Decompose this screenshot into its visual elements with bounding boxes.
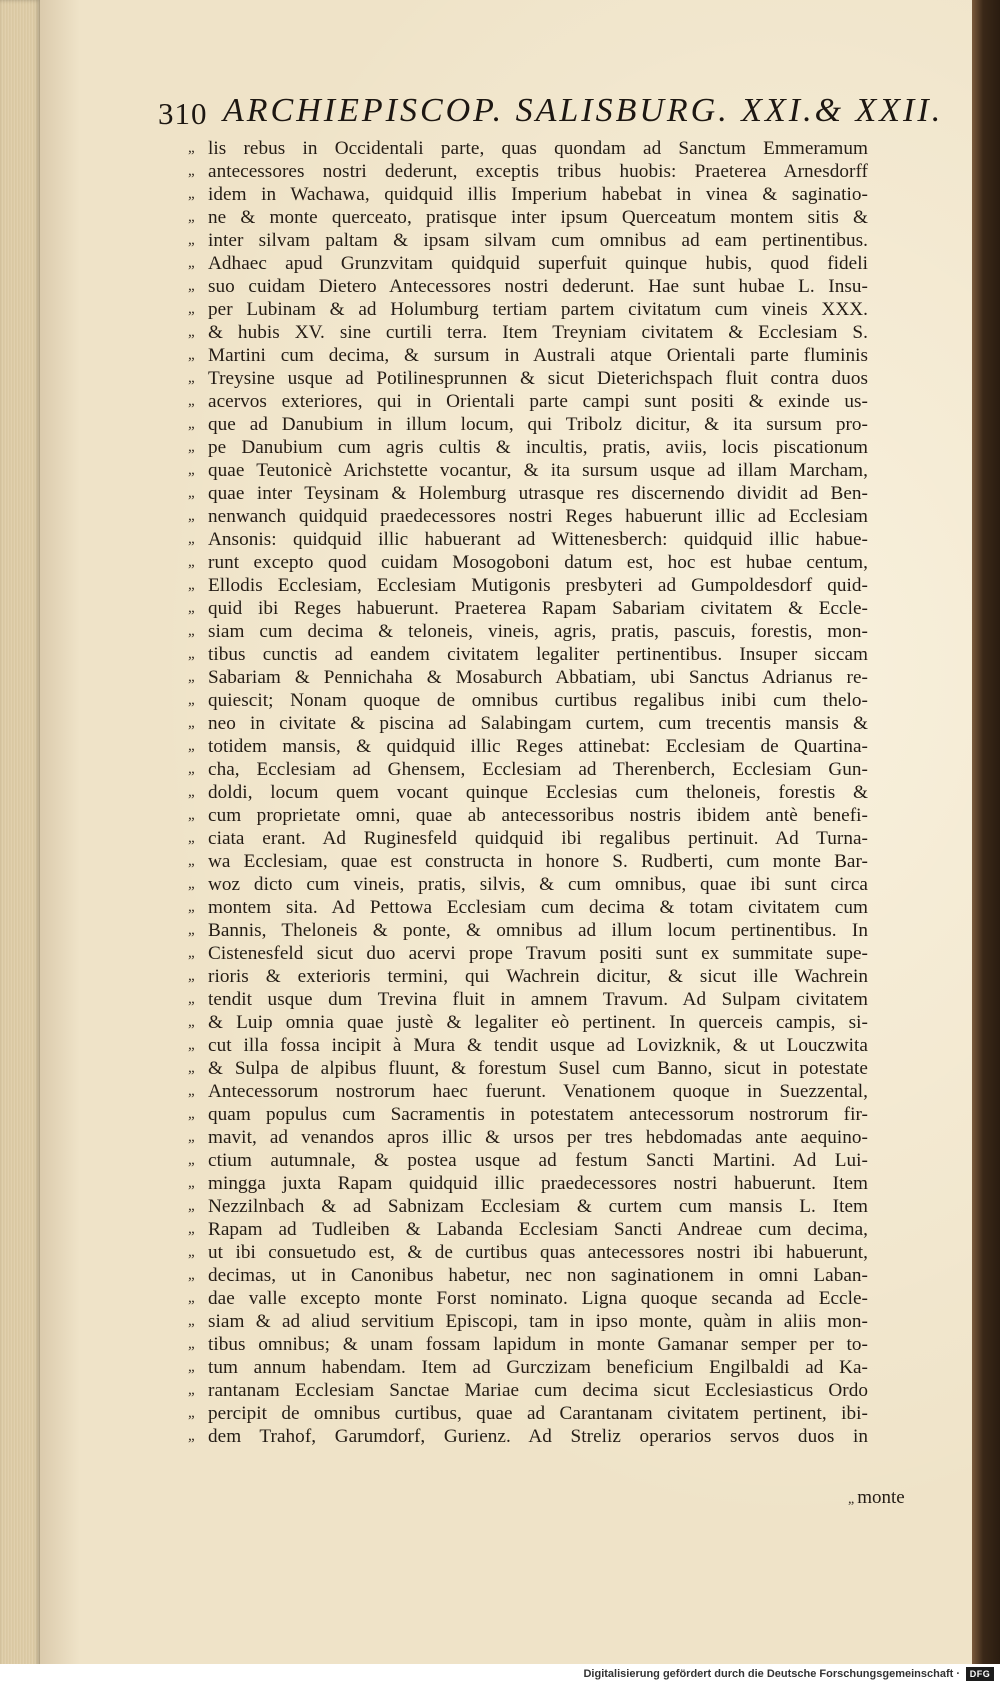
text-line (188, 321, 868, 344)
text-line (188, 1379, 868, 1402)
quote-marker: „ (188, 1405, 195, 1421)
text-line (188, 551, 868, 574)
text-line (188, 1011, 868, 1034)
quote-marker: „ (188, 1037, 195, 1053)
text-line (188, 1057, 868, 1080)
quote-marker: „ (188, 508, 195, 524)
text-line (188, 367, 868, 390)
line-text: wa Ecclesiam, quae est constructa in honore S. Rudberti, cum monte Bar- (208, 851, 868, 872)
text-line (188, 459, 868, 482)
quote-marker: „ (188, 646, 195, 662)
line-text: siam cum decima & teloneis, vineis, agris, pratis, pascuis, forestis, mon- (208, 621, 868, 642)
line-text: ut ibi consuetudo est, & de curtibus quas antecessores nostri ibi habuerunt, (208, 1242, 868, 1263)
line-text: per Lubinam & ad Holumburg tertiam partem civitatum cum vineis XXX. (208, 299, 868, 320)
quote-marker: „ (188, 163, 195, 179)
line-text: siam & ad aliud servitium Episcopi, tam in ipso monte, quàm in aliis mon- (208, 1311, 868, 1332)
text-line (188, 160, 868, 183)
quote-marker: „ (188, 1336, 195, 1352)
line-text: ciata erant. Ad Ruginesfeld quidquid ibi regalibus pertinuit. Ad Turna- (208, 828, 868, 849)
quote-marker: „ (188, 347, 195, 363)
quote-marker: „ (188, 784, 195, 800)
text-line (188, 574, 868, 597)
text-line (188, 413, 868, 436)
quote-marker: „ (188, 1290, 195, 1306)
quote-marker: „ (188, 968, 195, 984)
quote-marker: „ (188, 140, 195, 156)
line-text: ctium autumnale, & postea usque ad festum Sancti Martini. Ad Lui- (208, 1150, 868, 1171)
line-text: & hubis XV. sine curtili terra. Item Treyniam civitatem & Ecclesiam S. (208, 322, 868, 343)
line-text: runt excepto quod cuidam Mosogoboni datum est, hoc est hubae centum, (208, 552, 868, 573)
text-line (188, 620, 868, 643)
line-text: dae valle excepto monte Forst nominato. Ligna quoque secanda ad Eccle- (208, 1288, 868, 1309)
text-line (188, 988, 868, 1011)
quote-marker: „ (188, 1152, 195, 1168)
line-text: quae inter Teysinam & Holemburg utrasque res discernendo dividit ad Ben- (208, 483, 868, 504)
line-text: suo cuidam Dietero Antecessores nostri dederunt. Hae sunt hubae L. Insu- (208, 276, 868, 297)
quote-marker: „ (188, 439, 195, 455)
dfg-logo-icon: DFG (966, 1667, 994, 1681)
line-text: quid ibi Reges habuerunt. Praeterea Rapam Sabariam civitatem & Eccle- (208, 598, 868, 619)
text-line (188, 804, 868, 827)
catchword (848, 1487, 905, 1509)
text-line (188, 1402, 868, 1425)
text-line (188, 1356, 868, 1379)
quote-marker: „ (188, 692, 195, 708)
quote-marker: „ (188, 301, 195, 317)
text-line (188, 643, 868, 666)
line-text: Bannis, Theloneis & ponte, & omnibus ad illum locum pertinentibus. In (208, 920, 868, 941)
line-text: acervos exteriores, qui in Orientali parte campi sunt positi & exinde us- (208, 391, 868, 412)
line-text: idem in Wachawa, quidquid illis Imperium habebat in vinea & saginatio- (208, 184, 868, 205)
quote-marker: „ (188, 1198, 195, 1214)
line-text: woz dicto cum vineis, pratis, silvis, & cum omnibus, quae ibi sunt circa (208, 874, 868, 895)
quote-marker: „ (188, 991, 195, 1007)
quote-marker: „ (188, 1106, 195, 1122)
quote-marker: „ (188, 853, 195, 869)
quote-marker: „ (188, 324, 195, 340)
line-text: Sabariam & Pennichaha & Mosaburch Abbatiam, ubi Sanctus Adrianus re- (208, 667, 868, 688)
text-line (188, 137, 868, 160)
line-text: decimas, ut in Canonibus habetur, nec non saginationem in omni Laban- (208, 1265, 868, 1286)
quote-marker: „ (188, 761, 195, 777)
line-text: doldi, locum quem vocant quinque Ecclesias cum theloneis, forestis & (208, 782, 868, 803)
line-text: Ellodis Ecclesiam, Ecclesiam Mutigonis presbyteri ad Gumpoldesdorf quid- (208, 575, 868, 596)
line-text: dem Trahof, Garumdorf, Gurienz. Ad Streliz operarios servos duos in (208, 1426, 868, 1447)
line-text: cha, Ecclesiam ad Ghensem, Ecclesiam ad Therenberch, Ecclesiam Gun- (208, 759, 868, 780)
line-text: tendit usque dum Trevina fluit in amnem Travum. Ad Sulpam civitatem (208, 989, 868, 1010)
running-head: ARCHIEPISCOP. SALISBURG. XXI.& XXII. (223, 92, 944, 129)
quote-marker: „ (188, 1359, 195, 1375)
quote-marker: „ (188, 623, 195, 639)
text-line (188, 482, 868, 505)
text-line (188, 528, 868, 551)
quote-marker: „ (188, 1083, 195, 1099)
line-text: rantanam Ecclesiam Sanctae Mariae cum decima sicut Ecclesiasticus Ordo (208, 1380, 868, 1401)
digitization-footer (0, 1664, 1000, 1684)
line-text: & Sulpa de alpibus fluunt, & forestum Susel cum Banno, sicut in potestate (208, 1058, 868, 1079)
text-line (188, 436, 868, 459)
text-line (188, 597, 868, 620)
line-text: lis rebus in Occidentali parte, quas quondam ad Sanctum Emmeramum (208, 138, 868, 159)
text-line (188, 1287, 868, 1310)
text-line (188, 1310, 868, 1333)
text-line (188, 873, 868, 896)
text-line (188, 275, 868, 298)
text-line (188, 735, 868, 758)
quote-marker: „ (188, 1175, 195, 1191)
quote-marker: „ (188, 370, 195, 386)
text-line (188, 1034, 868, 1057)
quote-marker: „ (188, 232, 195, 248)
text-line (188, 344, 868, 367)
line-text: montem sita. Ad Pettowa Ecclesiam cum decima & totam civitatem cum (208, 897, 868, 918)
line-text: Nezzilnbach & ad Sabnizam Ecclesiam & curtem cum mansis L. Item (208, 1196, 868, 1217)
text-line (188, 229, 868, 252)
quote-marker: „ (188, 186, 195, 202)
line-text: mavit, ad venandos apros illic & ursos per tres hebdomadas ante aequino- (208, 1127, 868, 1148)
quote-marker: „ (188, 209, 195, 225)
quote-marker: „ (188, 255, 195, 271)
footer-credit: Digitalisierung gefördert durch die Deutsche Forschungsgemeinschaft · (583, 1668, 960, 1680)
line-text: Antecessorum nostrorum haec fuerunt. Venationem quoque in Suezzental, (208, 1081, 868, 1102)
text-line (188, 850, 868, 873)
quote-marker: „ (188, 416, 195, 432)
line-text: rioris & exterioris termini, qui Wachrein dicitur, & sicut ille Wachrein (208, 966, 868, 987)
line-text: Cistenesfeld sicut duo acervi prope Travum positi sunt ex summitate supe- (208, 943, 868, 964)
line-text: ne & monte querceato, pratisque inter ipsum Querceatum montem sitis & (208, 207, 868, 228)
page-number: 310 (158, 96, 208, 131)
text-line (188, 942, 868, 965)
text-line (188, 712, 868, 735)
line-text: tibus omnibus; & unam fossam lapidum in monte Gamanar semper per to- (208, 1334, 868, 1355)
quote-marker: „ (188, 1244, 195, 1260)
line-text: mingga juxta Rapam quidquid illic praedecessores nostri habuerunt. Item (208, 1173, 868, 1194)
quote-marker: „ (188, 945, 195, 961)
catchword-text: monte (857, 1487, 905, 1508)
line-text: inter silvam paltam & ipsam silvam cum omnibus ad eam pertinentibus. (208, 230, 868, 251)
quote-marker: „ (188, 1129, 195, 1145)
text-line (188, 1080, 868, 1103)
quote-marker: „ (188, 807, 195, 823)
line-text: cut illa fossa incipit à Mura & tendit usque ad Lovizknik, & ut Louczwita (208, 1035, 868, 1056)
line-text: & Luip omnia quae justè & legaliter eò pertinent. In querceis campis, si- (208, 1012, 868, 1033)
quote-marker: „ (188, 669, 195, 685)
quote-marker: „ (188, 485, 195, 501)
line-text: Rapam ad Tudleiben & Labanda Ecclesiam Sancti Andreae cum decima, (208, 1219, 868, 1240)
quote-marker: „ (188, 1221, 195, 1237)
text-line (188, 1149, 868, 1172)
quote-marker: „ (848, 1492, 855, 1507)
line-text: percipit de omnibus curtibus, quae ad Carantanam civitatem pertinent, ibi- (208, 1403, 868, 1424)
text-line (188, 1172, 868, 1195)
text-line (188, 390, 868, 413)
text-line (188, 689, 868, 712)
text-line (188, 298, 868, 321)
text-line (188, 965, 868, 988)
quote-marker: „ (188, 1267, 195, 1283)
quote-marker: „ (188, 922, 195, 938)
body-text (188, 137, 868, 1448)
text-line (188, 252, 868, 275)
book-page (40, 0, 972, 1684)
text-line (188, 666, 868, 689)
quote-marker: „ (188, 393, 195, 409)
line-text: cum proprietate omni, quae ab antecessoribus nostris ibidem antè benefi- (208, 805, 868, 826)
text-line (188, 1333, 868, 1356)
quote-marker: „ (188, 554, 195, 570)
quote-marker: „ (188, 278, 195, 294)
line-text: Martini cum decima, & sursum in Australi atque Orientali parte fluminis (208, 345, 868, 366)
quote-marker: „ (188, 738, 195, 754)
line-text: Treysine usque ad Potilinesprunnen & sicut Dieterichspach fluit contra duos (208, 368, 868, 389)
quote-marker: „ (188, 876, 195, 892)
quote-marker: „ (188, 577, 195, 593)
quote-marker: „ (188, 1014, 195, 1030)
text-line (188, 1241, 868, 1264)
page-gutter-right (972, 0, 1000, 1684)
line-text: quiescit; Nonam quoque de omnibus curtibus regalibus inibi cum thelo- (208, 690, 868, 711)
page-header (158, 88, 944, 138)
quote-marker: „ (188, 531, 195, 547)
text-line (188, 505, 868, 528)
text-line (188, 206, 868, 229)
quote-marker: „ (188, 830, 195, 846)
quote-marker: „ (188, 715, 195, 731)
line-text: que ad Danubium in illum locum, qui Tribolz dicitur, & ita sursum pro- (208, 414, 868, 435)
quote-marker: „ (188, 1382, 195, 1398)
quote-marker: „ (188, 1428, 195, 1444)
line-text: nenwanch quidquid praedecessores nostri Reges habuerunt illic ad Ecclesiam (208, 506, 868, 527)
line-text: neo in civitate & piscina ad Salabingam curtem, cum trecentis mansis & (208, 713, 868, 734)
quote-marker: „ (188, 1313, 195, 1329)
text-line (188, 781, 868, 804)
text-line (188, 1425, 868, 1448)
quote-marker: „ (188, 1060, 195, 1076)
text-line (188, 1218, 868, 1241)
text-line (188, 1103, 868, 1126)
text-line (188, 1126, 868, 1149)
text-line (188, 758, 868, 781)
text-line (188, 827, 868, 850)
quote-marker: „ (188, 899, 195, 915)
page-edges-left (0, 0, 40, 1684)
text-line (188, 183, 868, 206)
quote-marker: „ (188, 462, 195, 478)
line-text: tum annum habendam. Item ad Gurczizam beneficium Engilbaldi ad Ka- (208, 1357, 868, 1378)
line-text: antecessores nostri dederunt, exceptis tribus huobis: Praeterea Arnesdorff (208, 161, 868, 182)
line-text: quam populus cum Sacramentis in potestatem antecessorum nostrorum fir- (208, 1104, 868, 1125)
line-text: totidem mansis, & quidquid illic Reges attinebat: Ecclesiam de Quartina- (208, 736, 868, 757)
line-text: pe Danubium cum agris cultis & incultis, pratis, aviis, locis piscationum (208, 437, 868, 458)
text-line (188, 1195, 868, 1218)
line-text: Ansonis: quidquid illic habuerant ad Wittenesberch: quidquid illic habue- (208, 529, 868, 550)
text-line (188, 919, 868, 942)
text-line (188, 896, 868, 919)
line-text: quae Teutonicè Arichstette vocantur, & ita sursum usque ad illam Marcham, (208, 460, 868, 481)
line-text: Adhaec apud Grunzvitam quidquid superfuit quinque hubis, quod fideli (208, 253, 868, 274)
text-line (188, 1264, 868, 1287)
line-text: tibus cunctis ad eandem civitatem legaliter pertinentibus. Insuper siccam (208, 644, 868, 665)
quote-marker: „ (188, 600, 195, 616)
